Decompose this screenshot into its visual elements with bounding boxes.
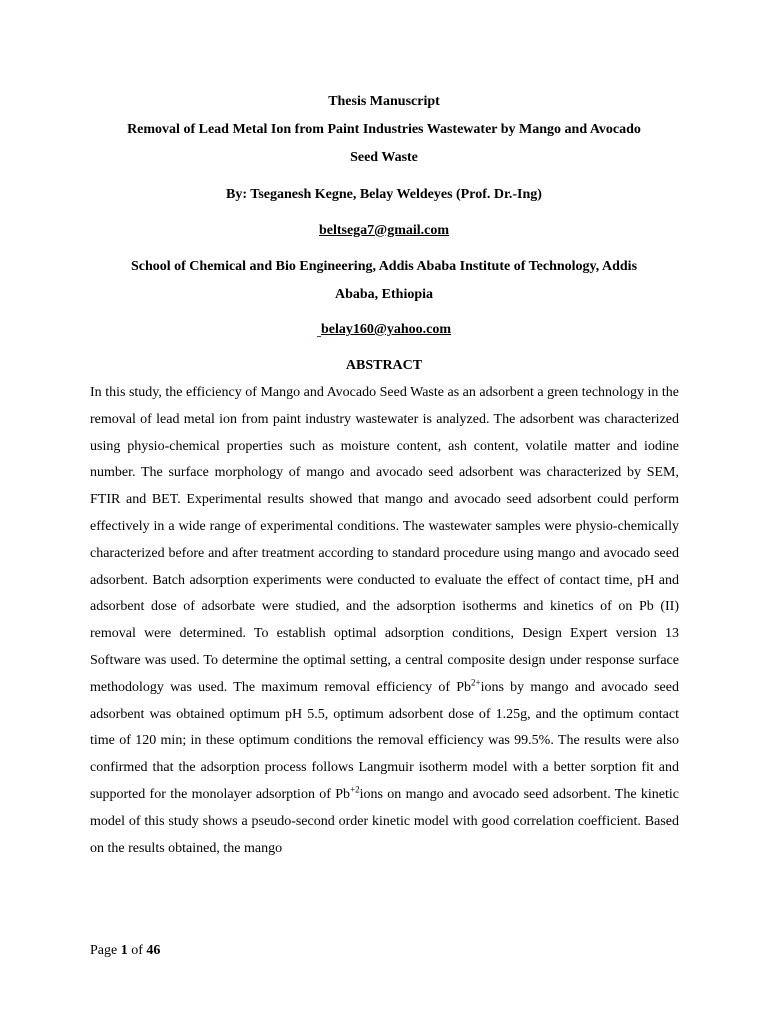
- email-line-1: [0, 221, 768, 241]
- charge-superscript-1: 2+: [471, 677, 481, 688]
- abstract-text-part-3: ions on mango and avocado seed adsorbent. The kinetic model of this study shows a pseudo-second order kinetic model with good correlation coefficient. Based on the results obtained, the mango: [90, 786, 680, 856]
- authors-line: By: Tseganesh Kegne, Belay Weldeyes (Prof. Dr.-Ing): [226, 187, 542, 202]
- abstract-heading: ABSTRACT: [345, 358, 423, 373]
- document-type-heading: Thesis Manuscript: [328, 94, 440, 109]
- of-word: of: [127, 943, 147, 958]
- abstract-text-part-1: In this study, the efficiency of Mango and Avocado Seed Waste as an adsorbent a green technology in the removal of lead metal ion from paint industry wastewater is analyzed. The adsorbent was characterized using physio-chemical properties such as moisture content, ash content, volatile matter and iodine number. The surface morphology of mango and avocado seed adsorbent was characterized by SEM, FTIR and BET. Experimental results showed that mango and avocado seed adsorbent could perform effectively in a wide range of experimental conditions. The wastewater samples were physio-chemically characterized before and after treatment according to standard procedure using mango and avocado seed adsorbent. Batch adsorption experiments were conducted to evaluate the effect of contact time, pH and adsorbent dose of adsorbate were studied, and the adsorption isotherms and kinetics of on Pb (II) removal were determined. To establish optimal adsorption conditions, Design Expert version 13 Software was used. To determine the optimal setting, a central composite design under response surface methodology was used. The maximum removal efficiency of Pb: [90, 385, 679, 695]
- author-email-2[interactable]: belay160@yahoo.com: [320, 322, 452, 337]
- charge-superscript-2: +2: [350, 784, 360, 795]
- affiliation-line-2: Ababa, Ethiopia: [334, 287, 434, 302]
- affiliation-line-1: School of Chemical and Bio Engineering, Addis Ababa Institute of Technology, Addis: [130, 259, 638, 274]
- paper-title-line-2: Seed Waste: [350, 150, 418, 165]
- email-line-2: [0, 320, 768, 340]
- abstract-paragraph: [90, 380, 679, 862]
- page-footer: [90, 941, 160, 961]
- page-word: Page: [90, 943, 121, 958]
- paper-title-line-1: Removal of Lead Metal Ion from Paint Industries Wastewater by Mango and Avocado: [127, 122, 641, 137]
- abstract-body: [90, 380, 679, 862]
- page-number: 1: [120, 943, 128, 958]
- abstract-text-part-2: ions by mango and avocado seed adsorbent was obtained optimum pH 5.5, optimum adsorbent dose of 1.25g, and the optimum contact time of 120 min; in these optimum conditions the removal efficiency was 99.5%. The results were also confirmed that the adsorption process follows Langmuir isotherm model with a better sorption fit and supported for the monolayer adsorption of Pb: [90, 679, 679, 802]
- author-email-1[interactable]: beltsega7@gmail.com: [318, 223, 450, 238]
- total-pages: 46: [146, 943, 161, 958]
